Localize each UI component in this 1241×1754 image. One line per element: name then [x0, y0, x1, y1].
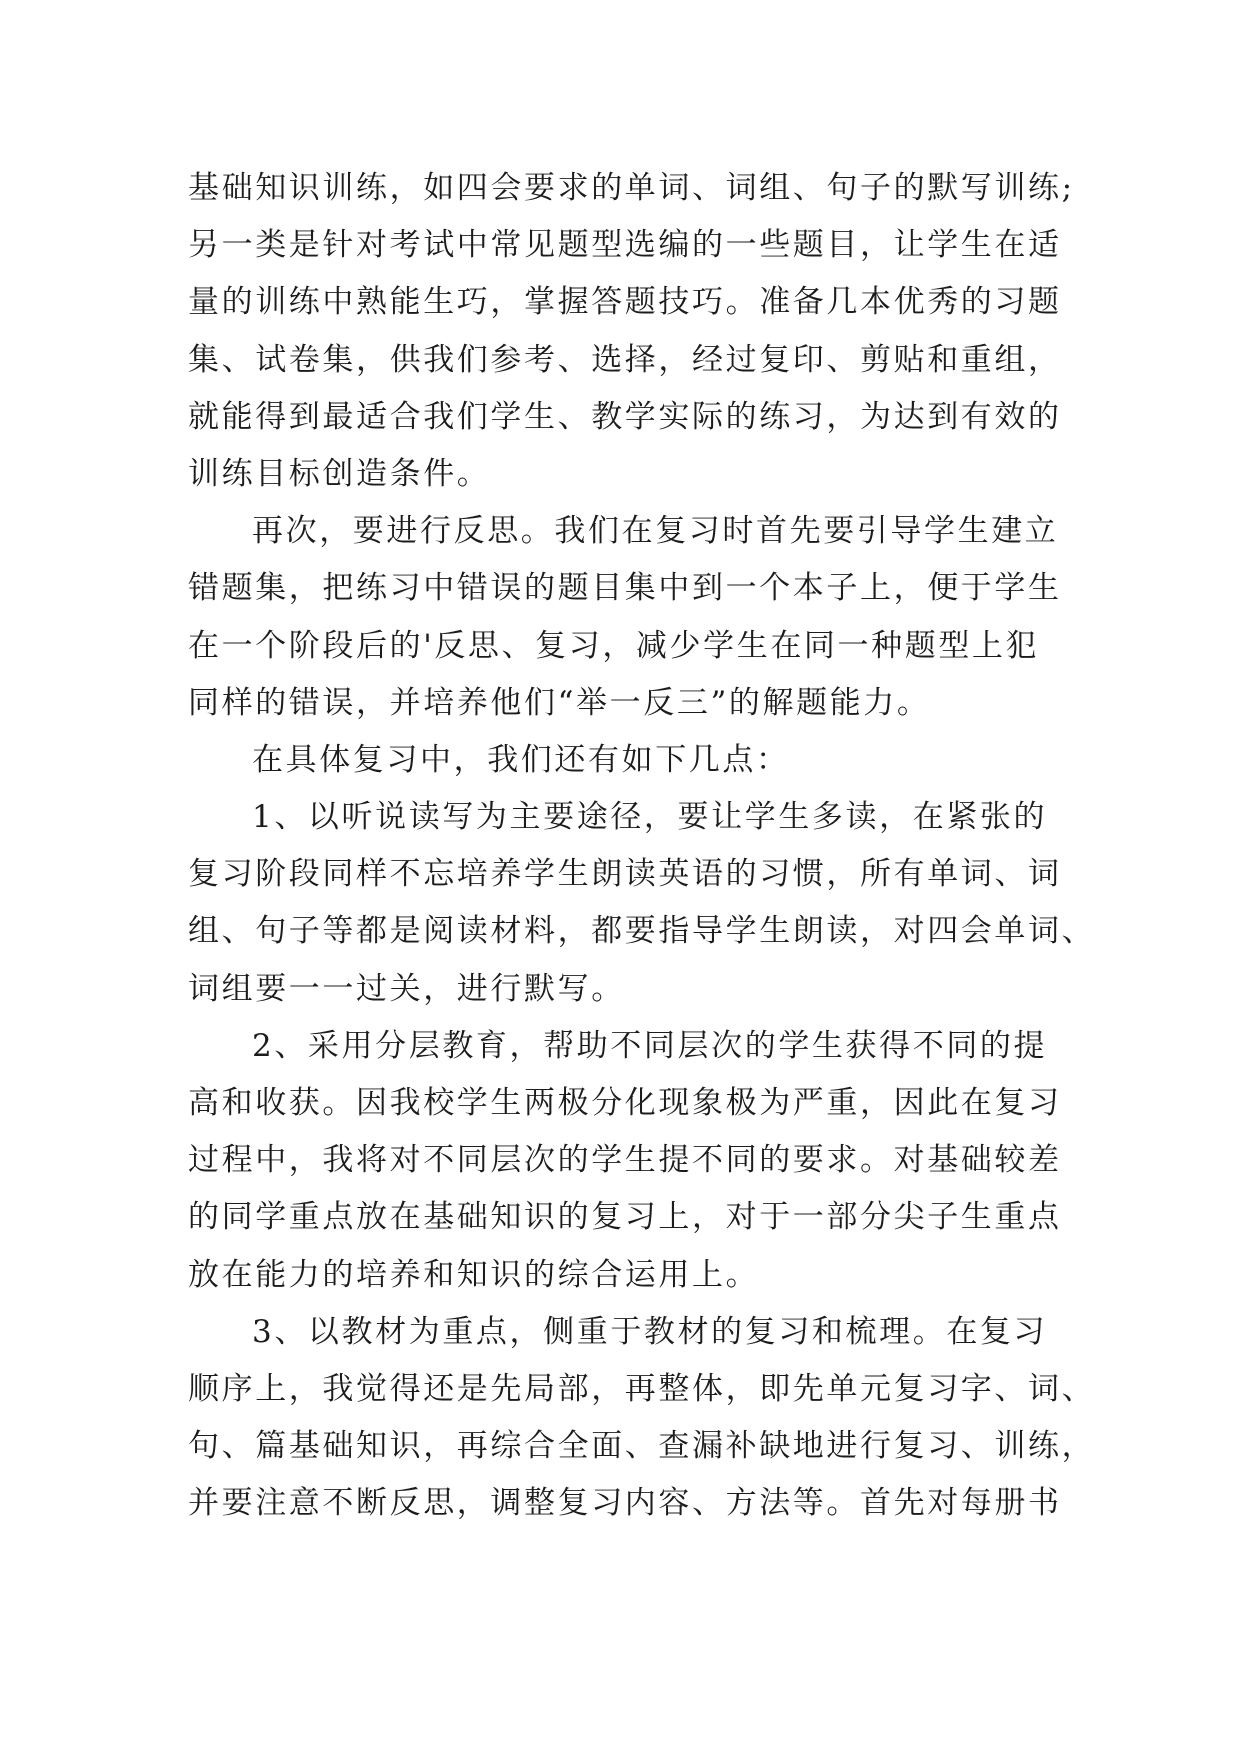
text-line: 顺序上，我觉得还是先局部，再整体，即先单元复习字、词、	[188, 1370, 1096, 1407]
text-line: 词组要一一过关，进行默写。	[188, 970, 625, 1007]
body-text	[188, 160, 1096, 1533]
text-line: 3、以教材为重点，侧重于教材的复习和梳理。在复习	[252, 1313, 1048, 1350]
text-line: 错题集，把练习中错误的题目集中到一个本子上，便于学生	[188, 570, 1062, 607]
text-line: 在具体复习中，我们还有如下几点：	[252, 741, 790, 778]
text-line: 基础知识训练，如四会要求的单词、词组、句子的默写训练;	[188, 170, 1075, 206]
text-line: 另一类是针对考试中常见题型选编的一些题目，让学生在适	[188, 227, 1062, 264]
text-line: 1、以听说读写为主要途径，要让学生多读，在紧张的	[252, 799, 1048, 836]
text-line: 句、篇基础知识，再综合全面、查漏补缺地进行复习、训练，	[188, 1428, 1096, 1465]
text-line: 的同学重点放在基础知识的复习上，对于一部分尖子生重点	[188, 1199, 1062, 1236]
text-line: 再次，要进行反思。我们在复习时首先要引导学生建立	[252, 513, 1059, 550]
text-line: 高和收获。因我校学生两极分化现象极为严重，因此在复习	[188, 1085, 1062, 1121]
text-line: 放在能力的培养和知识的综合运用上。	[188, 1256, 760, 1293]
text-line: 过程中，我将对不同层次的学生提不同的要求。对基础较差	[188, 1142, 1062, 1179]
text-line: 组、句子等都是阅读材料，都要指导学生朗读，对四会单词、	[188, 913, 1096, 950]
text-line: 并要注意不断反思，调整复习内容、方法等。首先对每册书	[188, 1485, 1062, 1522]
text-line: 就能得到最适合我们学生、教学实际的练习，为达到有效的	[188, 398, 1062, 435]
text-line: 集、试卷集，供我们参考、选择，经过复印、剪贴和重组，	[188, 341, 1062, 378]
text-line: 复习阶段同样不忘培养学生朗读英语的习惯，所有单词、词	[188, 856, 1062, 893]
text-line: 在一个阶段后的'反思、复习，减少学生在同一种题型上犯	[188, 627, 1040, 664]
text-line: 训练目标创造条件。	[188, 455, 491, 492]
text-line: 量的训练中熟能生巧，掌握答题技巧。准备几本优秀的习题	[188, 284, 1062, 321]
text-line: 2、采用分层教育，帮助不同层次的学生获得不同的提	[252, 1027, 1048, 1064]
text-line: 同样的错误，并培养他们“举一反三”的解题能力。	[188, 684, 931, 721]
